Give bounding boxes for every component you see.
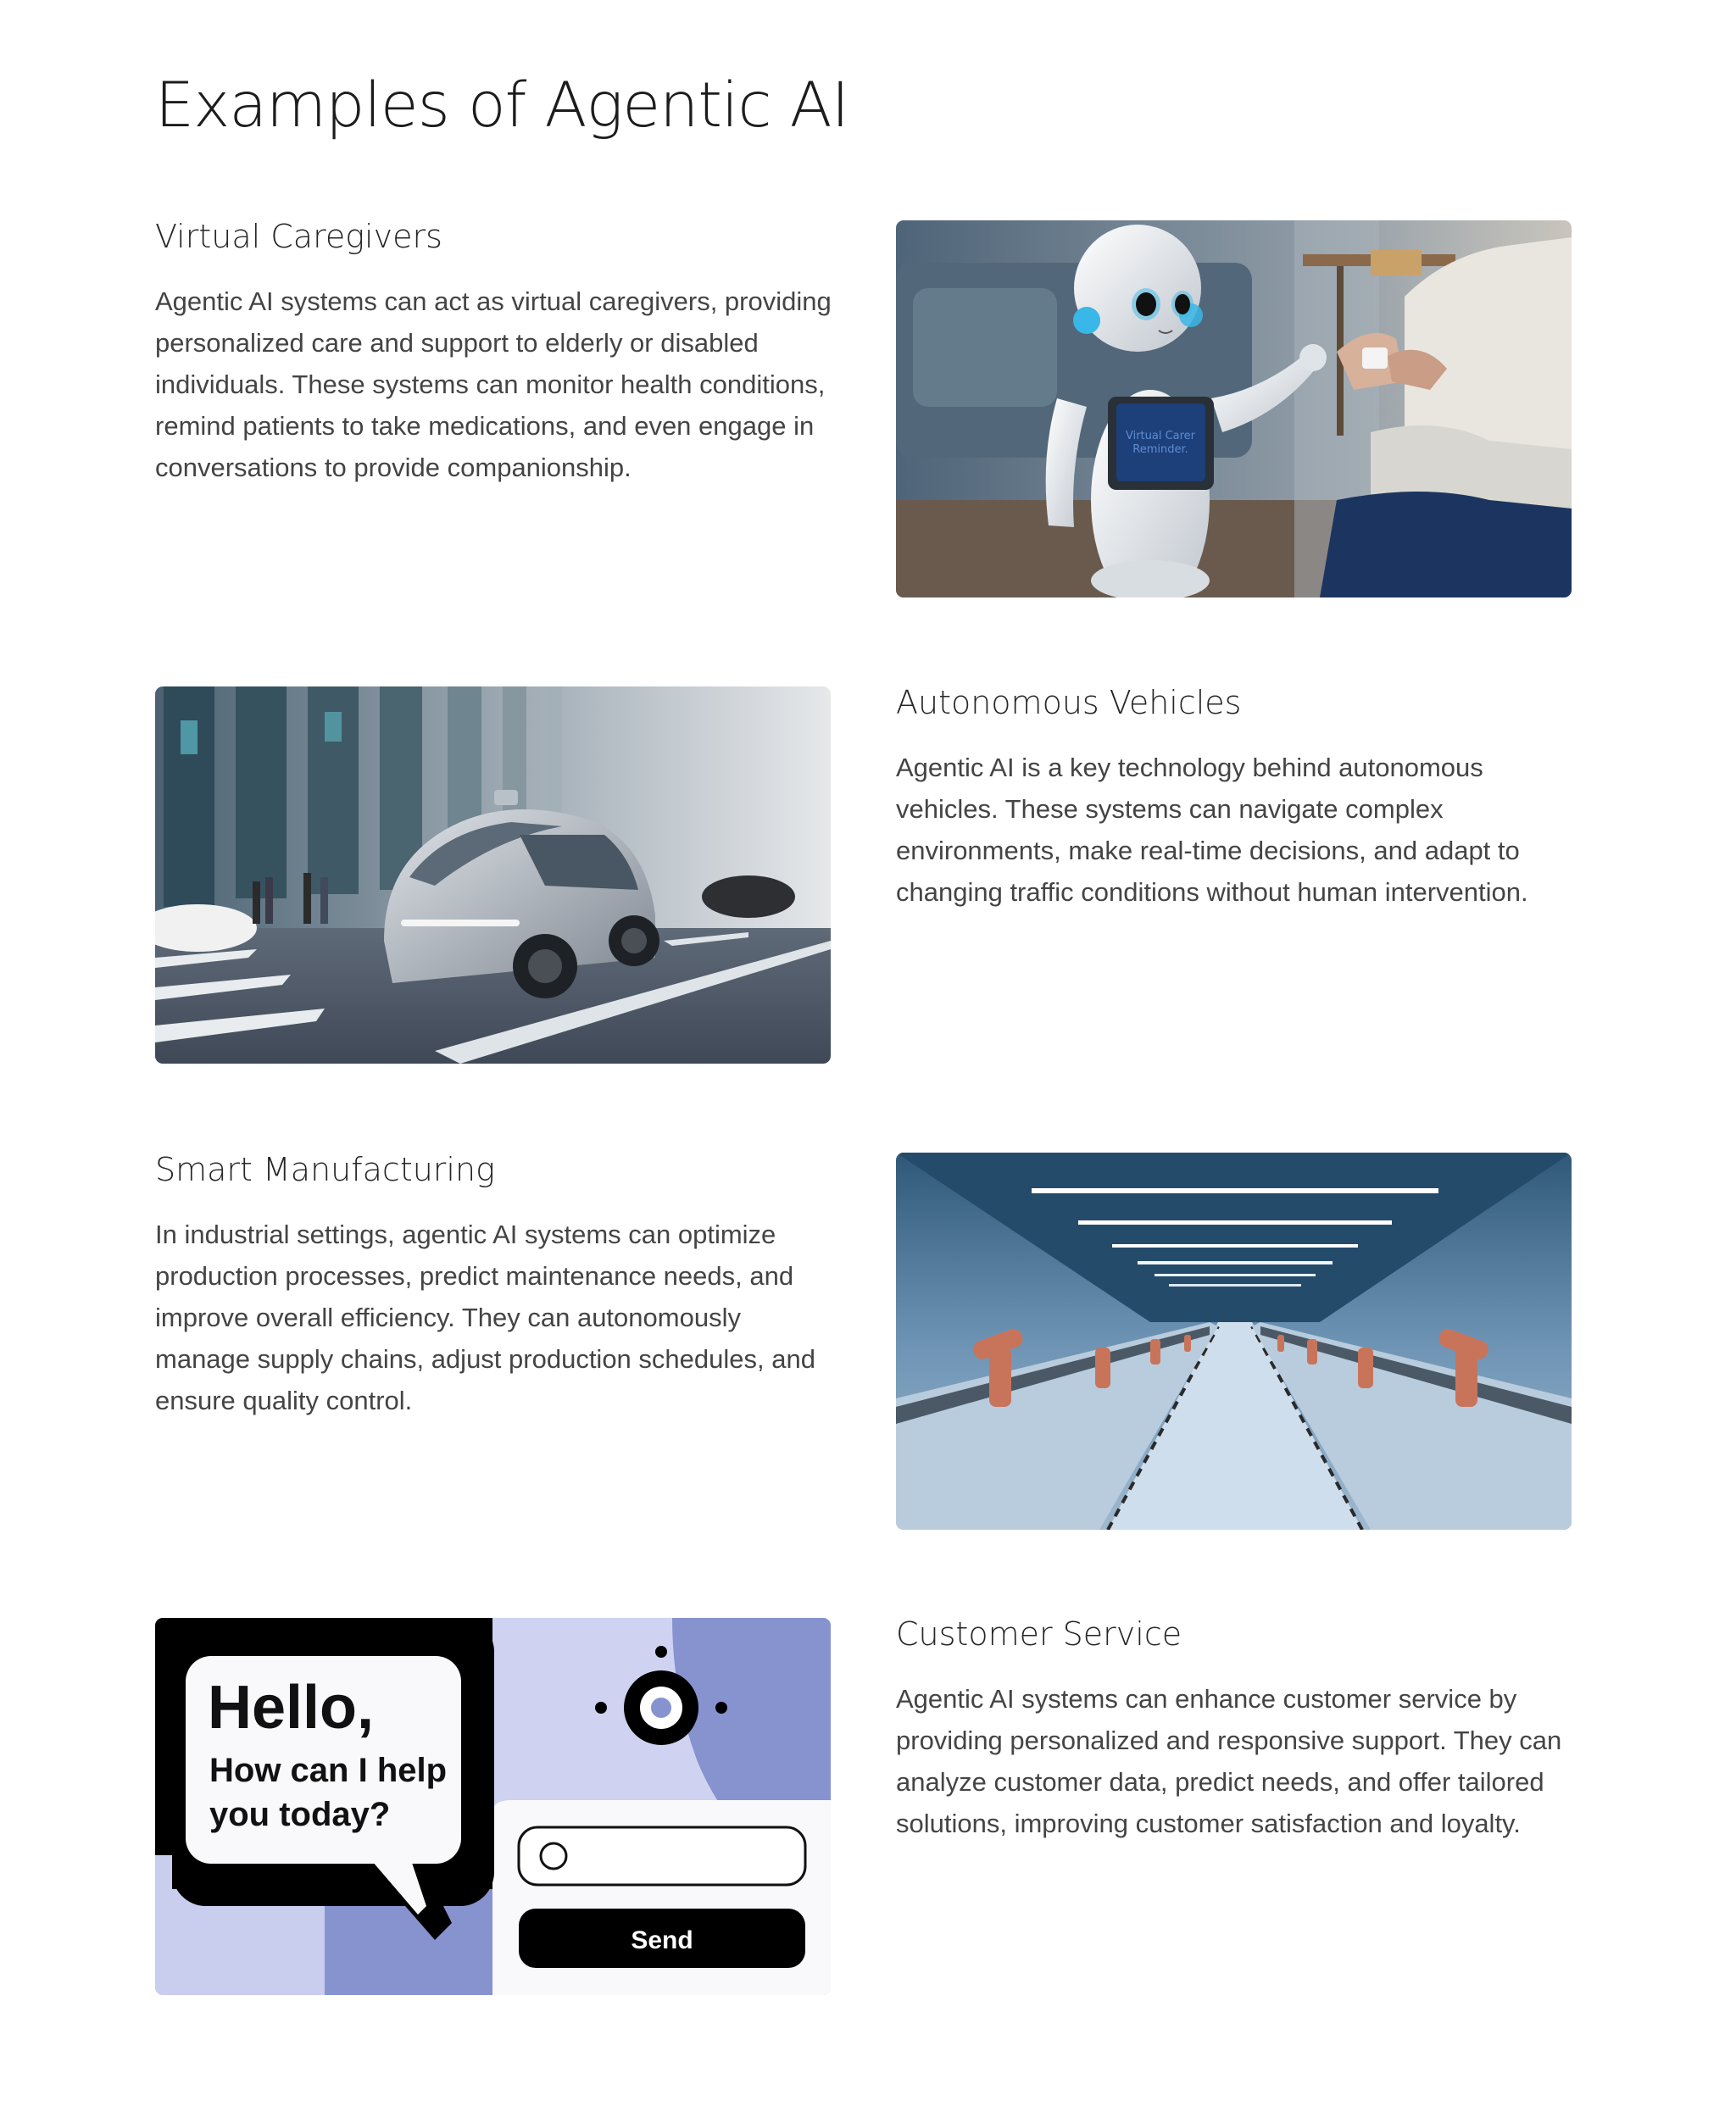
chat-question-line-2: you today? (209, 1796, 391, 1833)
page-title: Examples of Agentic AI (155, 69, 849, 142)
section-body: In industrial settings, agentic AI systems can optimize production processes, predict maintenance needs, and improve overall efficiency. They can autonomously manage supply chains, adjust production schedules, and ensure quality control. (155, 1220, 815, 1415)
smart-manufacturing-image (896, 1153, 1572, 1530)
virtual-caregiver-image (896, 220, 1572, 597)
chat-question-line-1: How can I help (209, 1752, 448, 1789)
send-button-label: Send (631, 1926, 693, 1954)
section-heading: Virtual Caregivers (155, 218, 442, 255)
section-body: Agentic AI is a key technology behind autonomous vehicles. These systems can navigate complex environments, make real-time decisions, and adapt to changing traffic conditions without human intervention. (896, 753, 1528, 907)
caregiver-screen-text: Virtual Carer (1125, 430, 1196, 442)
caregiver-screen-text-2: Reminder. (1132, 443, 1188, 456)
chat-greeting: Hello, (208, 1674, 375, 1742)
section-heading: Smart Manufacturing (155, 1151, 495, 1188)
section-body: Agentic AI systems can enhance customer service by providing personalized and responsive support. They can analyze customer data, predict needs, and offer tailored solutions, improving customer satisfaction and loyalty. (896, 1684, 1562, 1838)
customer-service-image (155, 1618, 831, 1995)
section-body: Agentic AI systems can act as virtual caregivers, providing personalized care and support to elderly or disabled individuals. These systems can monitor health conditions, remind patients to take medications, and even engage in conversations to provide companionship. (155, 286, 832, 482)
autonomous-vehicle-image (155, 686, 831, 1064)
section-heading: Customer Service (896, 1615, 1182, 1653)
section-heading: Autonomous Vehicles (896, 684, 1242, 721)
